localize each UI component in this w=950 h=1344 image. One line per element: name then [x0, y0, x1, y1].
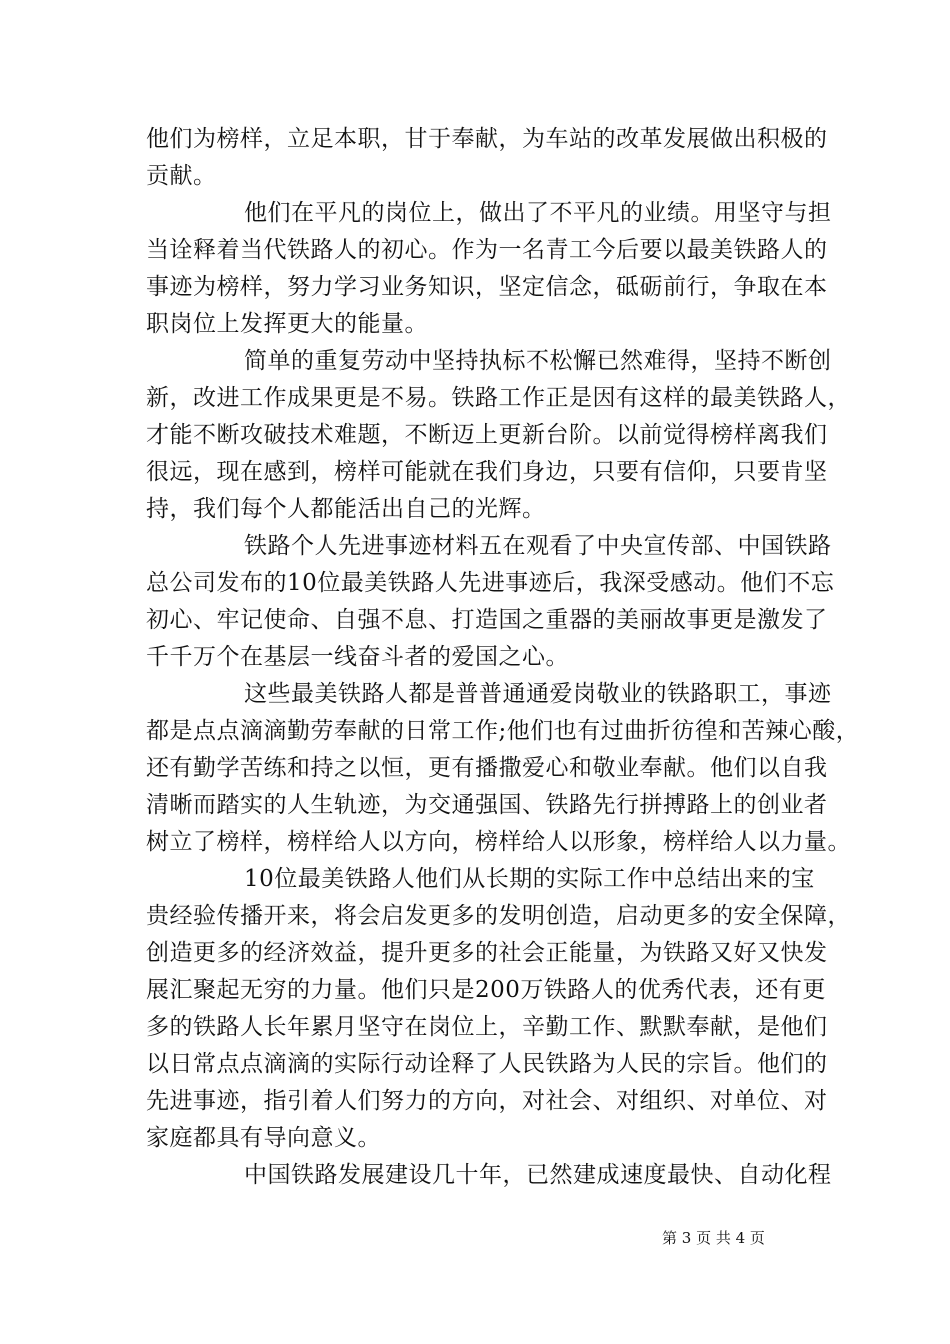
body-line: 总公司发布的10位最美铁路人先进事迹后，我深受感动。他们不忘: [146, 570, 835, 596]
body-line: 职岗位上发挥更大的能量。: [146, 311, 428, 337]
body-line: 树立了榜样，榜样给人以方向，榜样给人以形象，榜样给人以力量。: [146, 829, 851, 855]
body-line: 先进事迹，指引着人们努力的方向，对社会、对组织、对单位、对: [146, 1088, 828, 1114]
body-line: 当诠释着当代铁路人的初心。作为一名青工今后要以最美铁路人的: [146, 237, 828, 263]
body-line: 千千万个在基层一线奋斗者的爱国之心。: [146, 644, 569, 670]
paragraph-first-line: 简单的重复劳动中坚持执标不松懈已然难得，坚持不断创: [244, 348, 832, 374]
paragraph-first-line: 铁路个人先进事迹材料五在观看了中央宣传部、中国铁路: [244, 533, 832, 559]
body-line: 持，我们每个人都能活出自己的光辉。: [146, 496, 546, 522]
body-line: 展汇聚起无穷的力量。他们只是200万铁路人的优秀代表，还有更: [146, 977, 826, 1003]
body-line: 很远，现在感到，榜样可能就在我们身边，只要有信仰，只要肯坚: [146, 459, 828, 485]
body-line: 以日常点点滴滴的实际行动诠释了人民铁路为人民的宗旨。他们的: [146, 1051, 828, 1077]
body-line: 事迹为榜样，努力学习业务知识，坚定信念，砥砺前行，争取在本: [146, 274, 828, 300]
paragraph-first-line: 他们在平凡的岗位上，做出了不平凡的业绩。用坚守与担: [244, 200, 832, 226]
body-line: 还有勤学苦练和持之以恒，更有播撒爱心和敬业奉献。他们以自我: [146, 755, 828, 781]
body-line: 创造更多的经济效益，提升更多的社会正能量，为铁路又好又快发: [146, 940, 828, 966]
body-line: 他们为榜样，立足本职，甘于奉献，为车站的改革发展做出积极的: [146, 126, 828, 152]
paragraph-first-line: 这些最美铁路人都是普普通通爱岗敬业的铁路职工，事迹: [244, 681, 832, 707]
body-line: 初心、牢记使命、自强不息、打造国之重器的美丽故事更是激发了: [146, 607, 828, 633]
body-line: 新，改进工作成果更是不易。铁路工作正是因有这样的最美铁路人，: [146, 385, 851, 411]
body-line: 家庭都具有导向意义。: [146, 1125, 381, 1151]
page-number: 第 3 页 共 4 页: [662, 1229, 765, 1247]
paragraph-first-line: 10位最美铁路人他们从长期的实际工作中总结出来的宝: [244, 866, 815, 892]
body-line: 贵经验传播开来，将会启发更多的发明创造，启动更多的安全保障，: [146, 903, 851, 929]
body-line: 贡献。: [146, 163, 217, 189]
paragraph-first-line: 中国铁路发展建设几十年，已然建成速度最快、自动化程: [244, 1162, 832, 1188]
body-line: 清晰而踏实的人生轨迹，为交通强国、铁路先行拼搏路上的创业者: [146, 792, 828, 818]
body-line: 都是点点滴滴勤劳奉献的日常工作;他们也有过曲折彷徨和苦辣心酸，: [146, 718, 860, 744]
body-line: 才能不断攻破技术难题，不断迈上更新台阶。以前觉得榜样离我们: [146, 422, 828, 448]
body-line: 多的铁路人长年累月坚守在岗位上，辛勤工作、默默奉献，是他们: [146, 1014, 828, 1040]
